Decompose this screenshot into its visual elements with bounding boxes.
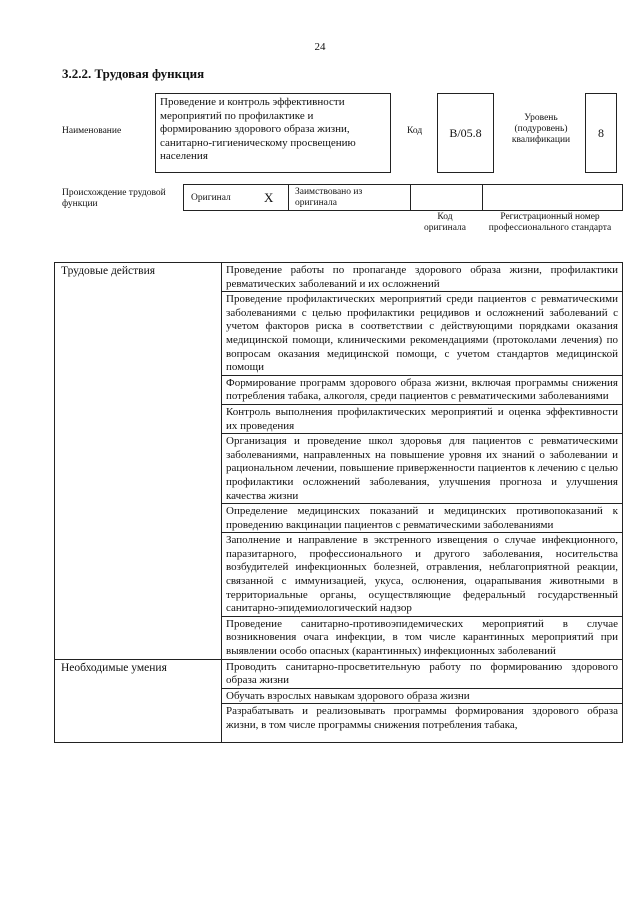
function-details-table bbox=[54, 262, 623, 743]
original-label: Оригинал bbox=[191, 193, 231, 203]
list-item: Проведение профилактических мероприятий среди пациентов с ревматическими заболеваниями с целью профилактики рецидивов и осложнений заболеваний с учетом факторов риска в соответствии с действующими порядками оказания медицинской помощи, клиническими рекомендациями (протоколами лечения) по вопросам оказания медицинской помощи, с учетом стандартов медицинской помощи bbox=[222, 292, 622, 376]
function-name-box bbox=[155, 93, 391, 173]
origin-label: Происхождение трудовой функции bbox=[62, 188, 166, 209]
origin-divider bbox=[288, 185, 289, 210]
original-mark: X bbox=[264, 190, 274, 205]
section-title-cell: Необходимые умения bbox=[55, 659, 222, 743]
level-box bbox=[585, 93, 617, 173]
section-title-cell: Трудовые действия bbox=[55, 263, 222, 660]
function-name-text: Проведение и контроль эффективности мероприятий по профилактике и формированию здорового образа жизни, санитарно-гигиеническому просвещению населения bbox=[160, 96, 356, 163]
list-item: Контроль выполнения профилактических мероприятий и оценка эффективности их проведения bbox=[222, 405, 622, 434]
level-value: 8 bbox=[598, 125, 604, 140]
reg-number-label: Регистрационный номер профессионального стандарта bbox=[488, 212, 612, 233]
code-label: Код bbox=[407, 126, 423, 136]
list-item: Проводить санитарно-просветительную работу по формированию здорового образа жизни bbox=[222, 660, 622, 689]
level-label: Уровень (подуровень) квалификации bbox=[511, 113, 571, 145]
name-label: Наименование bbox=[62, 126, 122, 136]
page-number: 24 bbox=[314, 41, 326, 53]
list-item: Формирование программ здорового образа жизни, включая программы снижения потребления табака, алкоголя, среди пациентов с ревматическими заболеваниями bbox=[222, 376, 622, 405]
section-title: 3.2.2. Трудовая функция bbox=[62, 66, 205, 81]
table-row bbox=[55, 659, 623, 743]
list-item: Проведение работы по пропаганде здорового образа жизни, профилактики ревматических заболеваний и их осложнений bbox=[222, 263, 622, 292]
code-value: B/05.8 bbox=[449, 125, 482, 140]
list-item: Определение медицинских показаний и медицинских противопоказаний к проведению вакцинации пациентов с ревматическими заболеваниями bbox=[222, 504, 622, 533]
origin-divider bbox=[482, 185, 483, 210]
section-items-cell bbox=[222, 263, 623, 660]
origin-table bbox=[183, 184, 623, 211]
borrowed-label: Заимствовано из оригинала bbox=[295, 187, 363, 208]
list-item: Организация и проведение школ здоровья для пациентов с ревматическими заболеваниями, направленных на повышение уровня их знаний о заболевании и рациональном лечении, повышение приверженности пациентов к лечению с целью профилактики осложнений заболевания, улучшения прогноза и улучшения качества жизни bbox=[222, 434, 622, 504]
code-box bbox=[437, 93, 494, 173]
origin-divider bbox=[410, 185, 411, 210]
list-item: Обучать взрослых навыкам здорового образа жизни bbox=[222, 689, 622, 705]
code-original-label: Код оригинала bbox=[424, 212, 466, 233]
list-item: Заполнение и направление в экстренного извещения о случае инфекционного, паразитарного, профессионального и другого заболевания, носительства возбудителей инфекционных болезней, отравления, неблагоприятной реакции, связанной с иммунизацией, укуса, ослюнения, оцарапывания животными в территориальные органы, осуществляющие федеральный государственный санитарно-эпидемиологический надзор bbox=[222, 533, 622, 617]
section-items-cell bbox=[222, 659, 623, 743]
list-item: Проведение санитарно-противоэпидемических мероприятий в случае возникновения очага инфекции, в том числе карантинных мероприятий при выявлении особо опасных (карантинных) инфекционных заболеваний bbox=[226, 617, 618, 658]
list-item: Разрабатывать и реализовывать программы формирования здорового образа жизни, в том числе программы снижения потребления табака, bbox=[226, 705, 618, 731]
table-row bbox=[55, 263, 623, 660]
